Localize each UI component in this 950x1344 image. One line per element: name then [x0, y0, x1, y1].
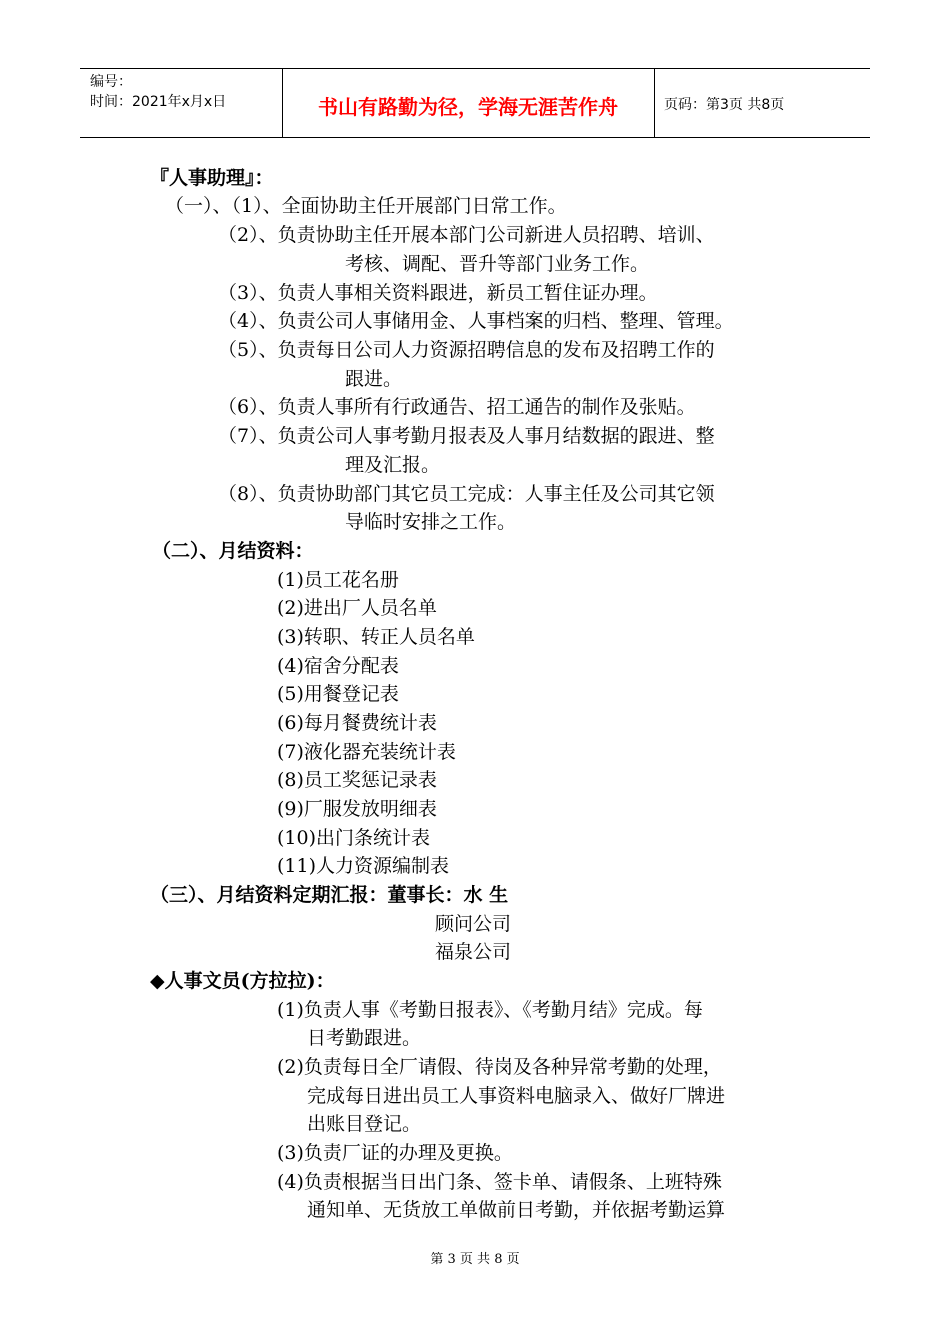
time-label: 时间：2021年x月x日 [90, 94, 227, 110]
page-footer: 第 3 页 共 8 页 [430, 1252, 520, 1267]
list-item: (2)负责每日全厂请假、待岗及各种异常考勤的处理， [277, 1056, 722, 1078]
text-line: 完成每日进出员工人事资料电脑录入、做好厂牌进 [307, 1085, 726, 1107]
list-item: (3)转职、转正人员名单 [277, 626, 475, 648]
list-item: (4)负责根据当日出门条、签卡单、请假条、上班特殊 [277, 1171, 722, 1193]
text-line: 日考勤跟进。 [307, 1027, 422, 1049]
page-header [80, 68, 870, 138]
section-title: 『人事助理』： [150, 167, 274, 189]
text-line: （3）、负责人事相关资料跟进，新员工暂住证办理。 [218, 282, 658, 304]
list-item: (3)负责厂证的办理及更换。 [277, 1142, 513, 1164]
list-item: (1)负责人事《考勤日报表》、《考勤月结》完成。每 [277, 999, 703, 1021]
section-title: （三）、月结资料定期汇报：董事长：水 生 [150, 884, 509, 906]
list-item: (11)人力资源编制表 [277, 855, 450, 877]
list-item: (2)进出厂人员名单 [277, 597, 437, 619]
header-motto: 书山有路勤为径，学海无涯苦作舟 [318, 95, 618, 119]
number-label: 编号： [90, 74, 132, 90]
text-line: 理及汇报。 [345, 454, 441, 476]
list-item: (9)厂服发放明细表 [277, 798, 437, 820]
text-line: 考核、调配、晋升等部门业务工作。 [345, 253, 650, 275]
section-title: （二）、月结资料： [152, 540, 314, 562]
list-item: (4)宿舍分配表 [277, 655, 399, 677]
header-page-label: 页码：第3页 共8页 [664, 97, 785, 113]
list-item: (8)员工奖惩记录表 [277, 769, 437, 791]
header-meta [90, 72, 226, 112]
text-line: 福泉公司 [435, 941, 512, 963]
text-line: 顾问公司 [435, 913, 512, 935]
text-line: 通知单、无货放工单做前日考勤，并依据考勤运算 [307, 1199, 726, 1221]
text-line: （6）、负责人事所有行政通告、招工通告的制作及张贴。 [218, 396, 696, 418]
list-item: (7)液化器充装统计表 [277, 741, 456, 763]
text-line: 出账目登记。 [307, 1113, 422, 1135]
text-line: 导临时安排之工作。 [345, 511, 517, 533]
text-line: （8）、负责协助部门其它员工完成：人事主任及公司其它领 [218, 483, 715, 505]
header-divider [654, 69, 655, 137]
text-line: （7）、负责公司人事考勤月报表及人事月结数据的跟进、整 [218, 425, 715, 447]
text-line: （5）、负责每日公司人力资源招聘信息的发布及招聘工作的 [218, 339, 715, 361]
list-item: (5)用餐登记表 [277, 683, 399, 705]
text-line: 跟进。 [345, 368, 403, 390]
text-line: （2）、负责协助主任开展本部门公司新进人员招聘、培训、 [218, 224, 715, 246]
list-item: (10)出门条统计表 [277, 827, 431, 849]
list-item: (1)员工花名册 [277, 569, 399, 591]
text-line: （4）、负责公司人事储用金、人事档案的归档、整理、管理。 [218, 310, 734, 332]
text-line: （一）、（1）、全面协助主任开展部门日常工作。 [165, 195, 567, 217]
section-title: ◆人事文员(方拉拉)： [150, 970, 335, 992]
list-item: (6)每月餐费统计表 [277, 712, 437, 734]
